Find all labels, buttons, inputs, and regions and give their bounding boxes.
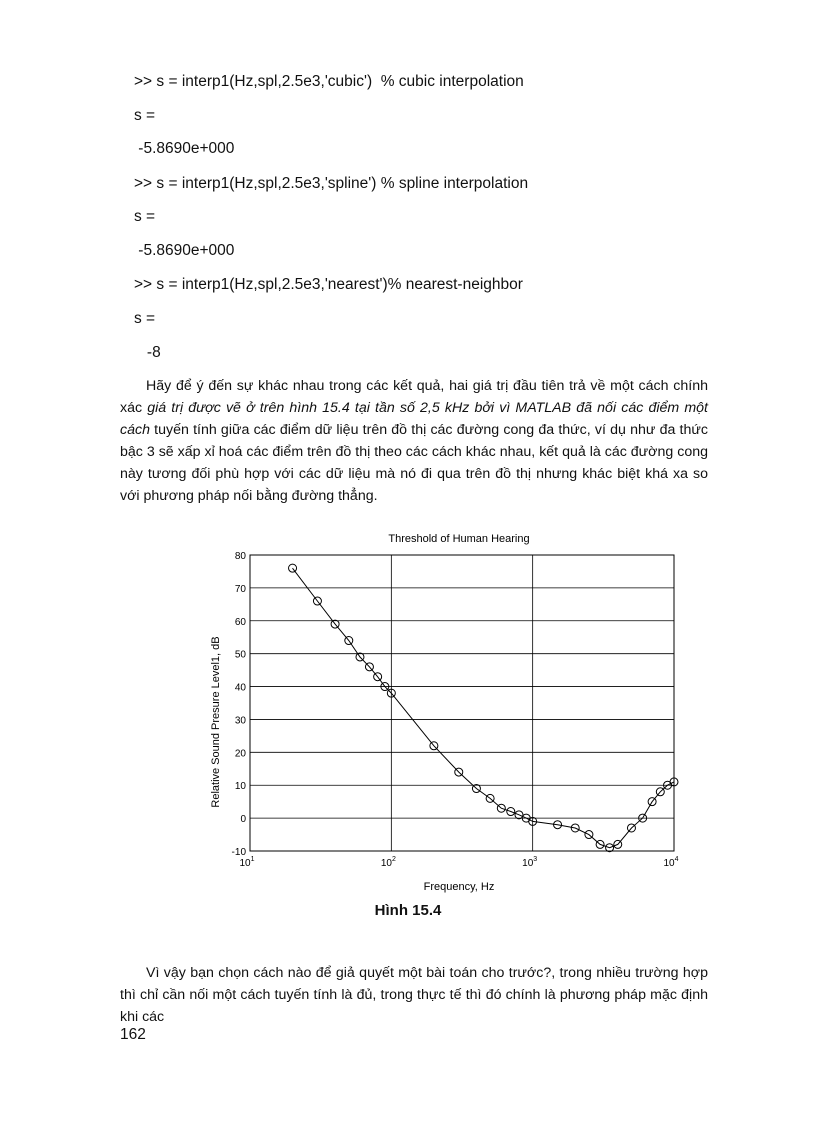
x-tick-label: $10^4$: [663, 856, 679, 869]
series-line: [293, 568, 675, 848]
code-line-3: -5.8690e+000: [134, 140, 235, 157]
y-tick-label: 0: [240, 814, 246, 826]
x-tick-label: $10^1$: [239, 856, 255, 869]
y-tick-label: 70: [234, 583, 246, 595]
x-tick-label: $10^3$: [522, 856, 538, 869]
y-tick-label: 40: [234, 682, 246, 694]
data-point-marker: [289, 564, 297, 572]
x-axis-label: Frequency, Hz: [423, 881, 495, 893]
paragraph-1: [120, 375, 708, 507]
y-tick-label: 50: [234, 649, 246, 661]
chart-title: Threshold of Human Hearing: [388, 533, 530, 545]
code-line-5: s =: [134, 208, 156, 225]
y-tick-label: 30: [234, 715, 246, 727]
y-tick-label: 20: [234, 748, 246, 760]
code-line-8: s =: [134, 310, 156, 327]
y-axis-label: Relative Sound Presure Level1, dB: [210, 636, 222, 808]
paragraph-1-italic: giá trị được vẽ ở trên hình 15.4 tại tần số 2,5 kHz bởi vì MATLAB đã nối các điểm một cách: [120, 400, 708, 438]
x-tick-label: $10^2$: [380, 856, 396, 869]
code-line-2: s =: [134, 107, 156, 124]
figure-caption: Hình 15.4: [374, 902, 442, 919]
paragraph-1-lead: Hãy để ý đến sự khác nhau trong các kết quả, hai giá trị đầu tiên trả về một cách chính xác: [120, 378, 708, 416]
paragraph-2: [120, 962, 708, 1028]
code-line-1: >> s = interp1(Hz,spl,2.5e3,'cubic') % cubic interpolation: [134, 73, 524, 90]
paragraph-2-text: Vì vậy bạn chọn cách nào để giả quyết một bài toán cho trước?, trong nhiều trường hợp thì chỉ cần nối một cách tuyến tính là đủ, trong thực tế thì đó chính là phương pháp mặc định khi các: [120, 965, 708, 1025]
page-number: 162: [120, 1026, 146, 1043]
y-tick-label: 10: [234, 781, 246, 793]
y-tick-label: 60: [234, 616, 246, 628]
code-line-9: -8: [134, 344, 161, 361]
code-line-6: -5.8690e+000: [134, 242, 235, 259]
code-line-7: >> s = interp1(Hz,spl,2.5e3,'nearest')% nearest-neighbor: [134, 276, 523, 293]
paragraph-1-rest: tuyến tính giữa các điểm dữ liệu trên đồ thị các đường cong đa thức, ví dụ như đa thức bậc 3 sẽ xấp xỉ hoá các điểm trên đồ thị theo các cách khác nhau, kết quả là các đường cong này tương đối phù hợp với các dữ liệu mà nó đi qua trên đồ thị nhưng khác biệt khá xa so với phương pháp nối bằng đường thẳng.: [120, 422, 708, 504]
code-line-4: >> s = interp1(Hz,spl,2.5e3,'spline') % spline interpolation: [134, 175, 529, 192]
hearing-threshold-chart: [200, 528, 690, 900]
y-tick-label: 80: [234, 551, 246, 562]
y-tick-label: -10: [231, 847, 246, 858]
